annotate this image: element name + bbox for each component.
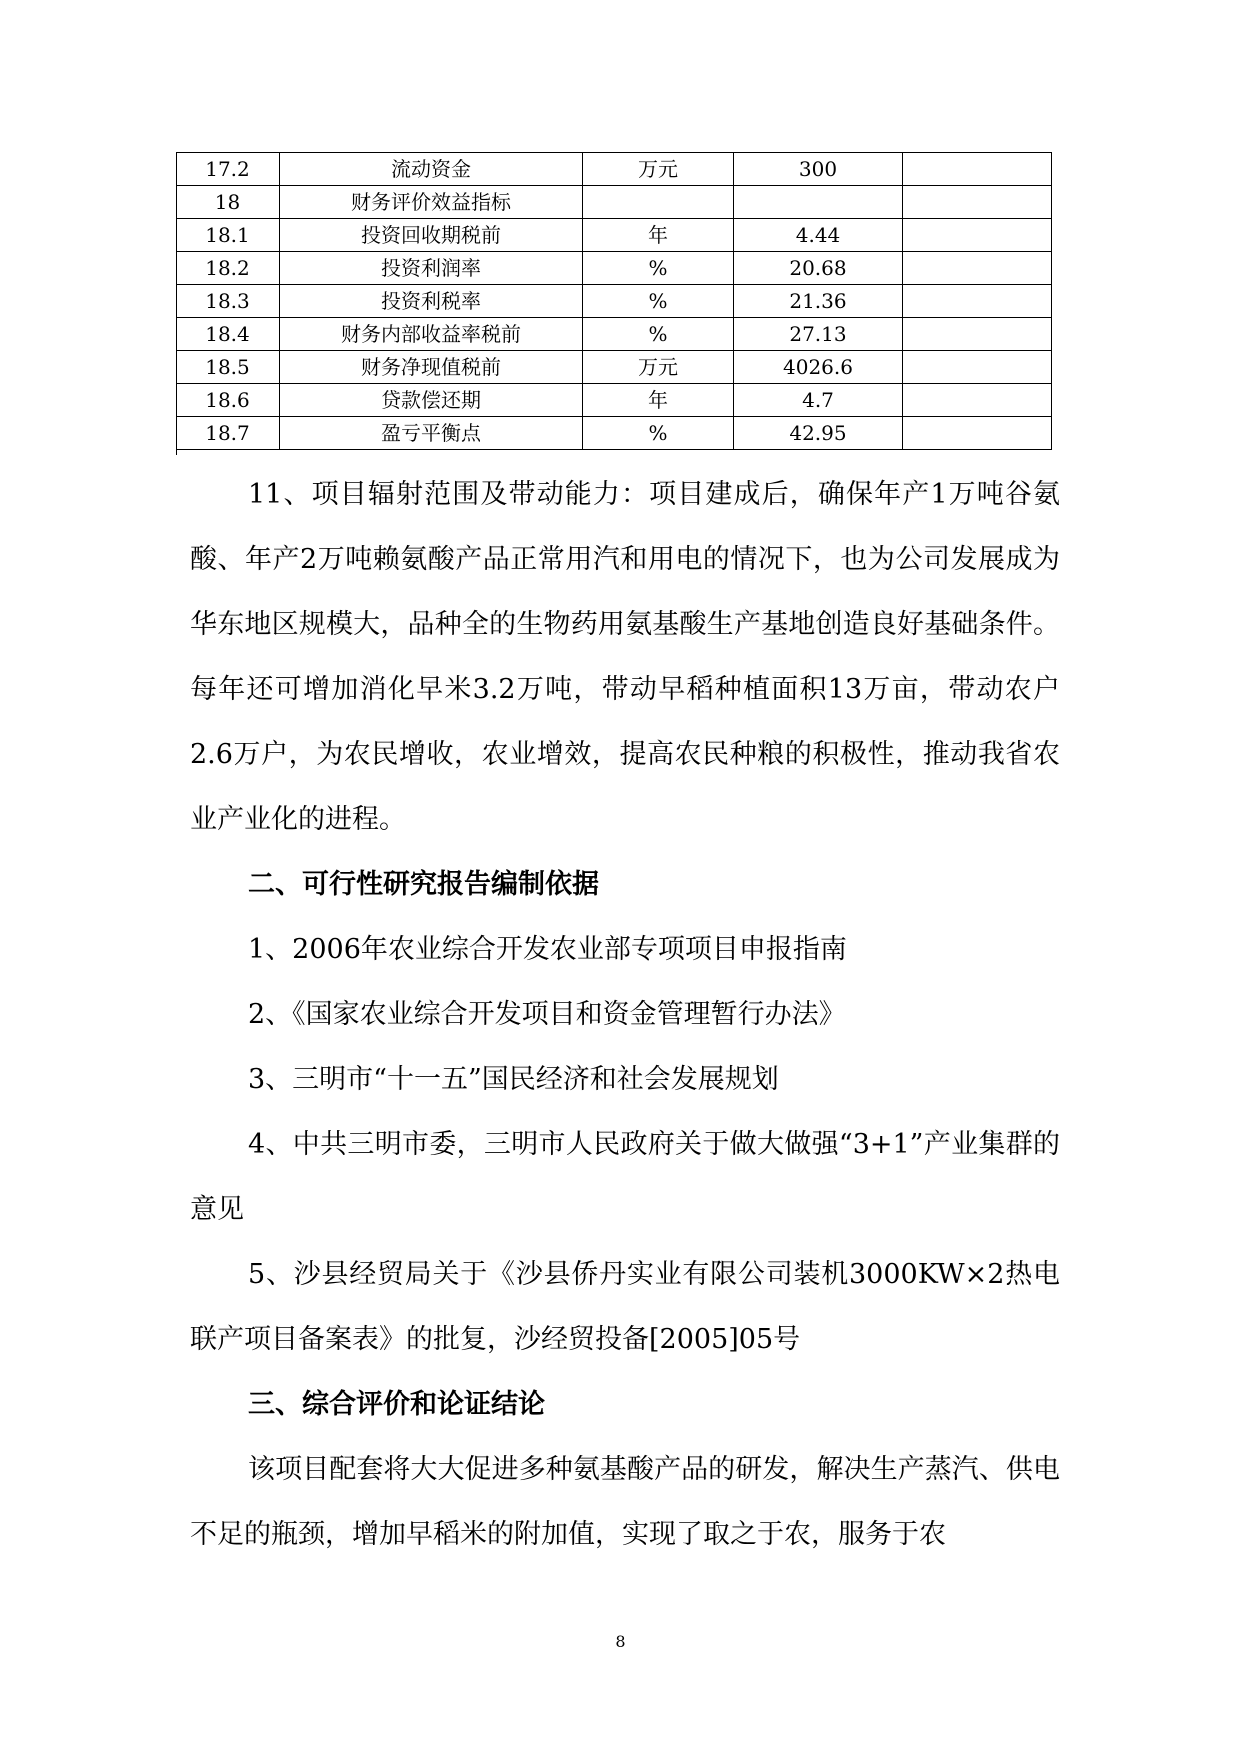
row-value: 4026.6 [734, 351, 903, 384]
row-item: 财务净现值税前 [280, 351, 583, 384]
row-unit [583, 186, 734, 219]
basis-item: 2、《国家农业综合开发项目和资金管理暂行办法》 [248, 999, 846, 1030]
document-body [190, 462, 1060, 1567]
table-row [176, 351, 1052, 384]
row-item: 财务评价效益指标 [280, 186, 583, 219]
financial-indicators-table [176, 152, 1052, 450]
row-note [903, 153, 1052, 186]
table-row [176, 186, 1052, 219]
basis-item: 3、三明市“十一五”国民经济和社会发展规划 [248, 1064, 779, 1095]
row-note [903, 351, 1052, 384]
row-unit: 万元 [583, 153, 734, 186]
table-row [176, 318, 1052, 351]
row-note [903, 285, 1052, 318]
row-item: 投资利润率 [280, 252, 583, 285]
row-item: 财务内部收益率税前 [280, 318, 583, 351]
row-note [903, 252, 1052, 285]
row-unit: % [583, 318, 734, 351]
row-number: 18 [176, 186, 280, 219]
row-value: 300 [734, 153, 903, 186]
basis-item: 1、2006年农业综合开发农业部专项项目申报指南 [248, 934, 847, 965]
table-left-border [176, 152, 177, 455]
row-note [903, 186, 1052, 219]
row-value: 4.7 [734, 384, 903, 417]
row-number: 18.7 [176, 417, 280, 450]
page-number: 8 [615, 1632, 626, 1651]
basis-item: 5、沙县经贸局关于《沙县侨丹实业有限公司装机3000KW×2热电联产项目备案表》的批复，沙经贸投备[2005]05号 [190, 1259, 1060, 1355]
table-row [176, 252, 1052, 285]
row-number: 18.6 [176, 384, 280, 417]
row-item: 贷款偿还期 [280, 384, 583, 417]
row-number: 18.2 [176, 252, 280, 285]
row-item: 盈亏平衡点 [280, 417, 583, 450]
paragraph-conclusion: 该项目配套将大大促进多种氨基酸产品的研发，解决生产蒸汽、供电不足的瓶颈，增加早稻米的附加值，实现了取之于农，服务于农 [190, 1454, 1060, 1550]
table-row [176, 153, 1052, 186]
row-value: 21.36 [734, 285, 903, 318]
table-row [176, 285, 1052, 318]
row-number: 18.4 [176, 318, 280, 351]
row-unit: % [583, 417, 734, 450]
row-note [903, 417, 1052, 450]
table-row [176, 417, 1052, 450]
row-note [903, 384, 1052, 417]
row-number: 18.3 [176, 285, 280, 318]
row-number: 18.1 [176, 219, 280, 252]
row-item: 投资回收期税前 [280, 219, 583, 252]
table-row [176, 384, 1052, 417]
row-note [903, 318, 1052, 351]
section-heading-basis: 二、可行性研究报告编制依据 [248, 869, 599, 900]
row-unit: 年 [583, 384, 734, 417]
row-item: 流动资金 [280, 153, 583, 186]
row-note [903, 219, 1052, 252]
row-value [734, 186, 903, 219]
row-value: 4.44 [734, 219, 903, 252]
paragraph-radiation-scope: 11、项目辐射范围及带动能力：项目建成后，确保年产1万吨谷氨酸、年产2万吨赖氨酸产品正常用汽和用电的情况下，也为公司发展成为华东地区规模大，品种全的生物药用氨基酸生产基地创造良好基础条件。每年还可增加消化早米3.2万吨，带动早稻种植面积13万亩，带动农户2.6万户，为农民增收，农业增效，提高农民种粮的积极性，推动我省农业产业化的进程。 [190, 479, 1060, 835]
row-item: 投资利税率 [280, 285, 583, 318]
row-unit: % [583, 252, 734, 285]
row-value: 42.95 [734, 417, 903, 450]
row-number: 17.2 [176, 153, 280, 186]
row-number: 18.5 [176, 351, 280, 384]
row-value: 27.13 [734, 318, 903, 351]
section-heading-conclusion: 三、综合评价和论证结论 [248, 1389, 545, 1420]
row-unit: 年 [583, 219, 734, 252]
basis-item: 4、中共三明市委，三明市人民政府关于做大做强“3+1”产业集群的意见 [190, 1129, 1060, 1225]
row-unit: 万元 [583, 351, 734, 384]
row-value: 20.68 [734, 252, 903, 285]
row-unit: % [583, 285, 734, 318]
table-row [176, 219, 1052, 252]
